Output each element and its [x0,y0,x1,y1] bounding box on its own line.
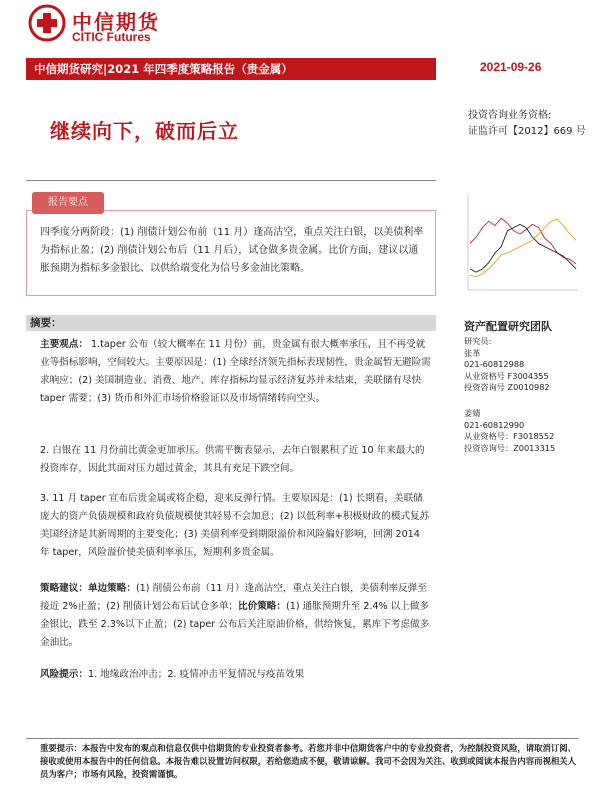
analyst-name: 张革 [464,347,481,358]
price-chart [458,185,582,300]
brand-name-cn: 中信期货 [72,10,160,34]
strategy-ratio-text: (1) 通胀预期升至 2.4% 以上做多金银比，跌至 2.3%以下止盈；(2) taper 公布后关注原油价格，供给恢复，累库下考虑做多金油比。 [40,601,430,648]
qualification-line: 投资咨询业务资格: [468,110,552,121]
qualification-block [468,108,586,140]
main-view-label: 主要观点： [40,339,88,350]
citic-logo-icon [28,4,66,42]
ratio-strategy-label: 比价策略： [238,601,286,612]
analyst-phone: 021-60812988 [464,359,525,369]
divider [26,180,436,181]
analyst-a [464,336,550,394]
summary-text: 四季度分两阶段：(1) 削债计划公布前（11 月）逢高沽空，重点关注白银，以美债利率为指标止盈；(2) 削债计划公布后（11 月后），试仓做多贵金属。比价方面，建议以通胀预期为指标多金银比、以供给端变化为信号多金油比策略。 [40,227,424,274]
footer-divider [26,738,578,739]
page-title: 继续向下，破而后立 [50,119,239,143]
disclaimer: 重要提示：本报告中发布的观点和信息仅供中信期货的专业投资者参考。若您并非中信期货客户中的专业投资者，为控制投资风险，请取消订阅、接收或使用本报告中的任何信息。本报告难以设置访问权限，若给您造成不便，敬请谅解。我司不会因为关注、收到或阅读本报告内容而视相关人员为客户；市场有风险，投资需谨慎。 [40,743,576,779]
analyst-phone: 021-60812990 [464,419,525,430]
analyst-name: 姜婧 [464,408,481,418]
analyst-role: 研究员: [464,336,492,346]
analyst-cert: 从业资格号 F3004355 [464,370,549,381]
risk-block [40,666,432,684]
analyst-b [464,408,555,454]
brand-name-en: CITIC Futures [72,30,151,44]
analyst-consult: 投资咨询号：Z0013315 [464,442,556,453]
team-heading: 资产配置研究团队 [464,320,552,333]
analyst-consult: 投资咨询号 Z0010982 [464,382,550,392]
strategy-label: 策略建议：单边策略： [40,583,136,594]
abstract-point-3: 3. 11 月 taper 宣布后贵金属或将企稳，迎来反弹行情。主要原因是：(1) 长期看，美联储庞大的资产负债规模和政府负债规模使其轻易不会加息；(2) 以低利率+积极财政的模式复苏美国经济是其新周期的主要变化；(3) 美债利率受到期限溢价和风险偏好影响，回溯 2014 年 taper，风险溢价使美债利率承压，短期利多贵金属。 [40,493,430,558]
analyst-cert: 从业资格号：F3018552 [464,431,555,441]
abstract-heading: 摘要： [26,315,436,331]
risk-text: 1. 地缘政治冲击；2. 疫情冲击平复情况与疫苗效果 [87,669,305,680]
strategy-block [40,580,432,652]
abstract-point-1 [40,336,432,408]
main-view-text: 1.taper 公布（较大概率在 11 月份）前，贵金属有很大概率承压，且不再受就业等指标影响，空间较大。主要原因是：(1) 全球经济领先指标表现韧性，贵金属暂无避险需求响应；(2) 美国制造业、消费、地产、库存指标均显示经济复苏并未结束，美联储有尽快 taper 需要；(3) 货币和外汇市场价格验证以及市场情绪转向空头。 [40,339,431,404]
report-date: 2021-09-26 [480,60,542,74]
qualification-license: 证监许可【2012】669 号 [468,126,586,137]
strategy-single-text: (1) 削债公布前（11 月）逢高沽空，重点关注白银，美债利率反弹至接近 2%止盈；(2) 削债计划公布后试仓多单； [40,583,427,612]
abstract-point-2: 2. 白银在 11 月份前比黄金更加承压。供需平衡表显示，去年白银累积了近 10 年来最大的投资库存，因此其面对压力超过黄金，其具有充足下跌空间。 [40,445,425,474]
summary-tag: 报告要点 [32,192,104,214]
risk-label: 风险提示： [40,669,88,680]
report-series-bar: 中信期货研究|2021 年四季度策略报告（贵金属） [26,58,436,80]
